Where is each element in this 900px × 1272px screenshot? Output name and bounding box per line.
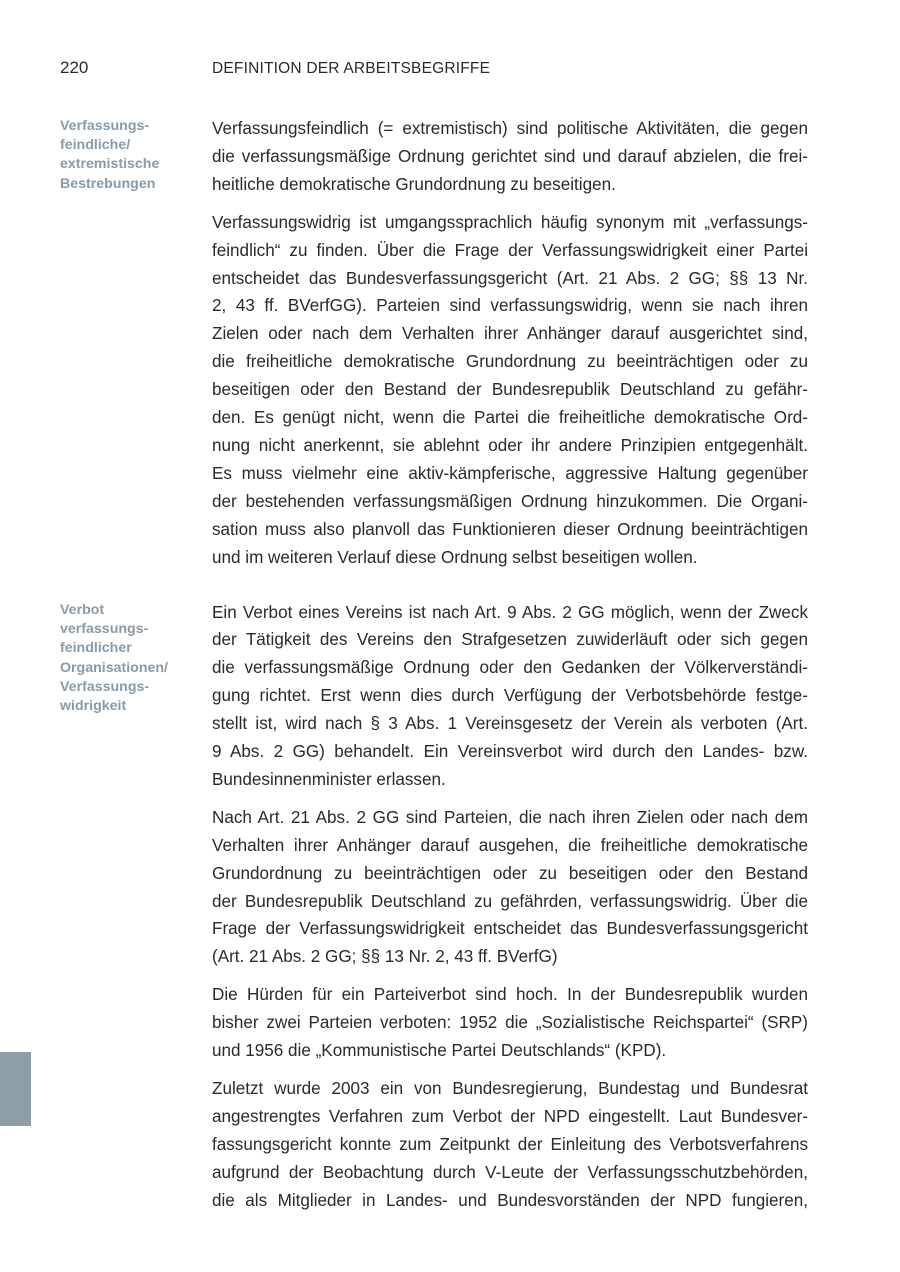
text-line: 9 Abs. 2 GG) behandelt. Ein Vereinsverbot wird durch den Landes- bzw. [212, 742, 808, 762]
paragraph-unconstitutional [212, 209, 808, 572]
text-line: feindlich“ zu finden. Über die Frage der Verfassungswidrigkeit einer Partei [212, 240, 808, 260]
text-line: den. Es genügt nicht, wenn die Partei die freiheitliche demokratische Ord- [212, 408, 808, 428]
margin-note-line: Bestrebungen [60, 175, 156, 192]
text-line: die als Mitglieder in Landes- und Bundesvorständen der NPD fungieren, [212, 1190, 808, 1210]
text-line: und 1956 die „Kommunistische Partei Deutschlands“ (KPD). [212, 1041, 667, 1061]
text-line: und im weiteren Verlauf diese Ordnung selbst beseitigen wollen. [212, 547, 698, 567]
text-line: der bestehenden verfassungsmäßigen Ordnung hinzukommen. Die Organi- [212, 491, 808, 511]
text-line: die verfassungsmäßige Ordnung gerichtet sind und darauf abzielen, die frei- [212, 146, 808, 166]
text-line: der Tätigkeit des Vereins den Strafgesetzen zuwiderläuft oder sich gegen [212, 630, 808, 650]
text-line: Es muss vielmehr eine aktiv-kämpferische, aggressive Haltung gegenüber [212, 463, 808, 483]
text-line: entscheidet das Bundesverfassungsgericht (Art. 21 Abs. 2 GG; §§ 13 Nr. [212, 268, 808, 288]
text-line: Zuletzt wurde 2003 ein von Bundesregierung, Bundestag und Bundesrat [212, 1079, 808, 1098]
text-line: Zielen oder nach dem Verhalten ihrer Anhänger darauf ausgerichtet sind, [212, 324, 808, 344]
paragraph-definition-extremist [212, 115, 808, 199]
text-line: Ein Verbot eines Vereins ist nach Art. 9 Abs. 2 GG möglich, wenn der Zweck [212, 602, 808, 622]
text-line: sation muss also planvoll das Funktionieren dieser Ordnung beeinträchtigen [212, 519, 808, 539]
margin-note-line: Verfassungs- [60, 678, 150, 695]
paragraph-npd-proceedings [212, 1075, 808, 1215]
text-line: Frage der Verfassungswidrigkeit entscheidet das Bundesverfassungsgericht [212, 919, 808, 939]
text-line: die verfassungsmäßige Ordnung oder den Gedanken der Völkerverständi- [212, 658, 808, 678]
margin-note-extremist-efforts [60, 117, 195, 194]
paragraph-association-ban [212, 599, 808, 794]
chapter-thumb-tab [0, 1052, 31, 1126]
margin-note-ban-organizations [60, 601, 195, 716]
text-line: beseitigen oder den Bestand der Bundesrepublik Deutschland zu gefähr- [212, 380, 808, 400]
text-line: Bundesinnenminister erlassen. [212, 769, 446, 789]
margin-note-line: widrigkeit [60, 698, 127, 715]
paragraph-party-ban-hurdles [212, 981, 808, 1065]
text-line: gung richtet. Erst wenn dies durch Verfügung der Verbotsbehörde festge- [212, 686, 808, 706]
margin-note-line: Verbot [60, 602, 105, 618]
text-line: Verfassungsfeindlich (= extremistisch) sind politische Aktivitäten, die gegen [212, 119, 808, 138]
text-line: Verfassungswidrig ist umgangssprachlich häufig synonym mit „verfassungs- [212, 212, 808, 232]
text-line: Grundordnung zu beeinträchtigen oder zu beseitigen oder den Bestand [212, 863, 808, 883]
text-line: fassungsgericht konnte zum Zeitpunkt der Einleitung des Verbotsverfahrens [212, 1134, 808, 1154]
margin-note-line: Verfassungs- [60, 118, 150, 134]
text-line: die freiheitliche demokratische Grundordnung zu beeinträchtigen oder zu [212, 352, 808, 372]
margin-note-line: feindlicher [60, 640, 132, 657]
body-text [212, 115, 808, 1215]
page-number: 220 [60, 58, 89, 77]
paragraph-party-unconstitutional [212, 804, 808, 971]
running-head: DEFINITION DER ARBEITSBEGRIFFE [212, 60, 491, 77]
text-line: Verhalten ihrer Anhänger darauf ausgehen, die freiheitliche demokratische [212, 835, 808, 855]
text-line: angestrengtes Verfahren zum Verbot der NPD eingestellt. Laut Bundesver- [212, 1106, 808, 1126]
text-line: 2, 43 ff. BVerfGG). Parteien sind verfassungswidrig, wenn sie nach ihren [212, 296, 808, 316]
text-line: bisher zwei Parteien verboten: 1952 die „Sozialistische Reichspartei“ (SRP) [212, 1013, 808, 1033]
text-line: Nach Art. 21 Abs. 2 GG sind Parteien, die nach ihren Zielen oder nach dem [212, 807, 808, 827]
text-line: Die Hürden für ein Parteiverbot sind hoch. In der Bundesrepublik wurden [212, 985, 808, 1005]
text-line: aufgrund der Beobachtung durch V-Leute der Verfassungsschutzbehörden, [212, 1162, 808, 1182]
margin-note-line: Organisationen/ [60, 659, 168, 676]
margin-note-line: verfassungs- [60, 621, 149, 638]
text-line: stellt ist, wird nach § 3 Abs. 1 Vereinsgesetz der Verein als verboten (Art. [212, 714, 808, 734]
margin-note-line: feindliche/ [60, 137, 131, 154]
text-line: heitliche demokratische Grundordnung zu beseitigen. [212, 174, 616, 194]
text-line: (Art. 21 Abs. 2 GG; §§ 13 Nr. 2, 43 ff. BVerfG) [212, 947, 558, 967]
text-line: nung nicht anerkennt, sie ablehnt oder ihr andere Prinzipien entgegenhält. [212, 435, 808, 455]
text-line: der Bundesrepublik Deutschland zu gefährden, verfassungswidrig. Über die [212, 891, 808, 911]
margin-note-line: extremistische [60, 156, 160, 173]
